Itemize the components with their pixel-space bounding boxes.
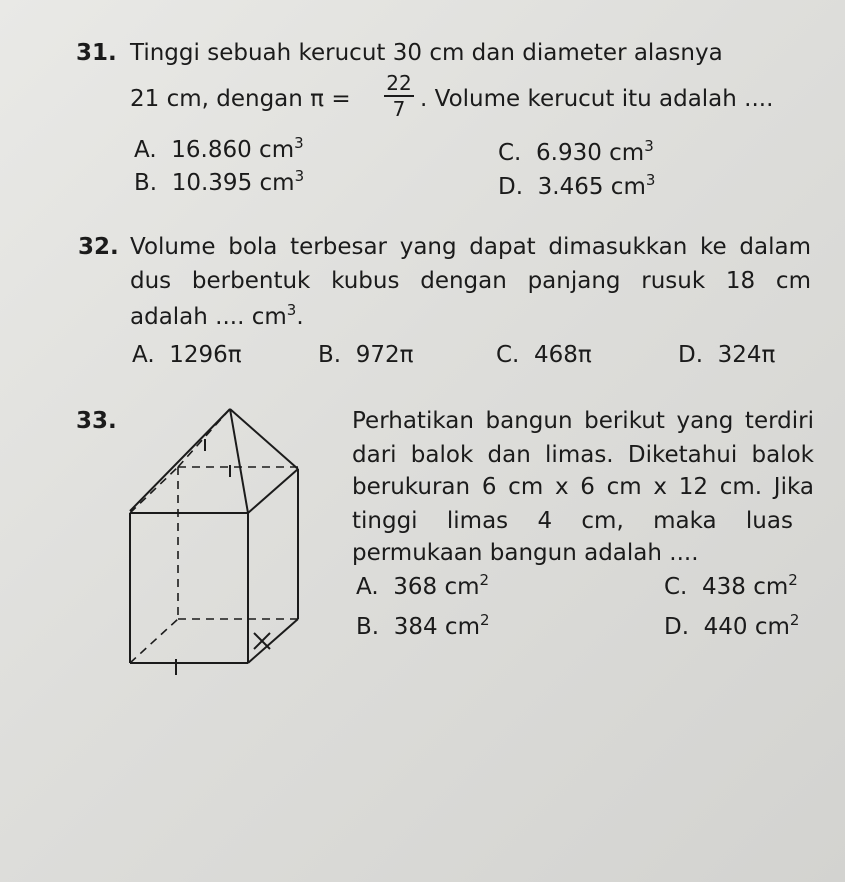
box-top-left-edge (130, 467, 178, 513)
q31-line-1-text: Tinggi sebuah kerucut 30 cm dan diameter alasnya (130, 40, 723, 66)
q32-line-1: Volume bola terbesar yang dapat dimasukkan ke dalam (130, 234, 811, 260)
q31-line-2-pre: 21 cm, dengan π = (130, 86, 351, 112)
q32-option-b: B. 972π (318, 342, 414, 368)
q33-option-c: C. 438 $cm^2$ (664, 571, 798, 600)
q32-option-d: D. 324π (678, 342, 776, 368)
pyramid-back-right-edge (230, 409, 298, 469)
q31-pi-fraction (384, 72, 414, 120)
q33-option-d: D. 440 $cm^2$ (664, 611, 800, 640)
q32-number: 32. (78, 234, 119, 260)
q33-line-4: tinggi limas 4 cm, maka luas (352, 508, 793, 534)
prism-pyramid-figure (110, 395, 320, 685)
pyramid-front-left-edge (130, 409, 230, 511)
pyramid-front-right-edge (230, 409, 248, 513)
q31-fraction-denominator: 7 (392, 97, 406, 121)
q33-line-2: dari balok dan limas. Diketahui balok (352, 442, 814, 468)
q33-option-b: B. 384 $cm^2$ (356, 611, 490, 640)
box-bottom-right-edge (248, 619, 298, 663)
q31-line-2-post: . Volume kerucut itu adalah .... (420, 86, 774, 112)
q32-option-a: A. 1296π (132, 342, 242, 368)
q33-number: 33. (76, 408, 117, 434)
q31-option-c: C. 6.930 $cm^3$ (498, 137, 654, 166)
q33-line-5: permukaan bangun adalah .... (352, 540, 699, 566)
q32-option-c: C. 468π (496, 342, 592, 368)
q32-line-2: dus berbentuk kubus dengan panjang rusuk 18 cm (130, 268, 811, 294)
q33-line-3: berukuran 6 cm x 6 cm x 12 cm. Jika (352, 474, 814, 500)
box-bottom-left-edge (130, 619, 178, 663)
q33-line-1: Perhatikan bangun berikut yang terdiri (352, 408, 814, 434)
q31-option-a: A. 16.860 $cm^3$ (134, 134, 304, 163)
q31-option-d: D. 3.465 $cm^3$ (498, 171, 656, 200)
q31-option-b: B. 10.395 $cm^3$ (134, 167, 305, 196)
q31-line-1 (130, 38, 811, 68)
q32-line-3: adalah .... $cm^3$. (130, 301, 304, 330)
q31-number: 31. (76, 40, 117, 66)
q33-option-a: A. 368 $cm^2$ (356, 571, 490, 600)
q31-fraction-numerator: 22 (386, 71, 412, 95)
box-top-right-edge (248, 469, 298, 513)
